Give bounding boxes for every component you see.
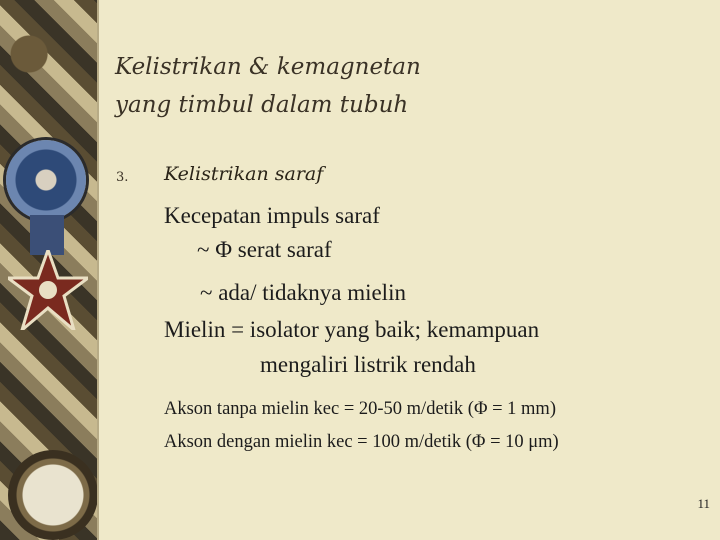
divider (97, 0, 99, 540)
body-line-5: mengaliri listrik rendah (260, 352, 476, 377)
body-line-1: Kecepatan impuls saraf (164, 203, 380, 228)
title-line-1: Kelistrikan & kemagnetan (115, 54, 421, 80)
list-number: 3. (116, 170, 129, 185)
slide-title (115, 48, 421, 124)
body-line-3: ~ ada/ tidaknya mielin (200, 280, 406, 305)
rosette-icon (6, 140, 86, 220)
maltese-cross-icon (8, 250, 88, 330)
body-line-2: ~ Φ serat saraf (197, 237, 332, 262)
ribbon-icon (30, 215, 64, 255)
title-line-2: yang timbul dalam tubuh (115, 92, 409, 118)
compass-icon (8, 450, 97, 540)
body-line-4: Mielin = isolator yang baik; kemampuan (164, 317, 540, 342)
decorative-medal-image (0, 0, 97, 540)
body-line-7: Akson dengan mielin kec = 100 m/detik (Φ = 10 μm) (164, 432, 559, 452)
section-heading: Kelistrikan saraf (164, 163, 324, 185)
body-line-6: Akson tanpa mielin kec = 20-50 m/detik (Φ = 1 mm) (164, 399, 556, 419)
page-number: 11 (697, 496, 710, 511)
